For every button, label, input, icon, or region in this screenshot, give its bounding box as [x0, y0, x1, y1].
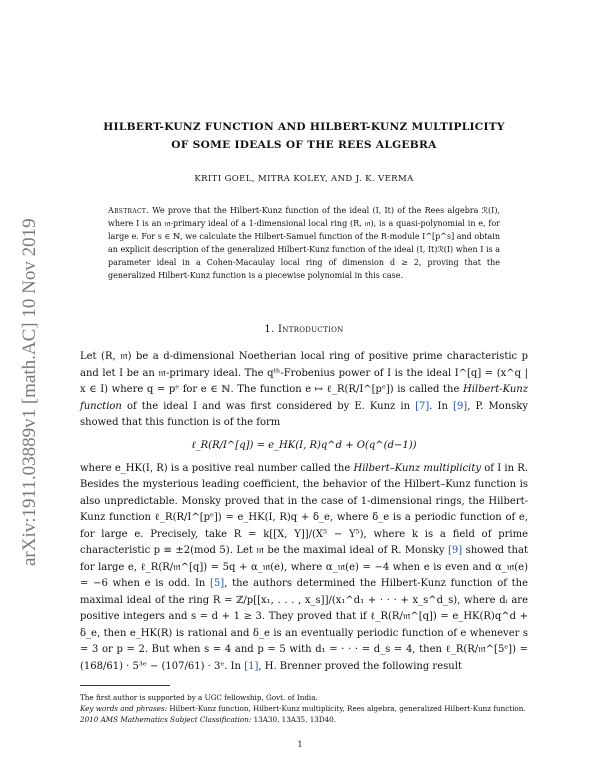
paragraph-1-text-c: . In	[429, 400, 454, 412]
section-number: 1.	[264, 324, 275, 335]
footnote-msc	[80, 714, 528, 725]
term-hilbert-kunz-multiplicity: Hilbert–Kunz multiplicity	[353, 462, 481, 474]
paragraph-2-text-c: showed that for large e, ℓ_R(R/𝔪^[q]) = 5q + α_𝔪(e), where α_𝔪(e) = −4 when e is even and α_𝔪(e) = −6 when e is odd. In	[80, 545, 528, 589]
citation-link-7[interactable]: [7]	[415, 400, 430, 412]
abstract-label: Abstract.	[108, 206, 149, 215]
section-title: Introduction	[278, 324, 344, 335]
paragraph-2	[80, 461, 528, 676]
paper-title-line-2: OF SOME IDEALS OF THE REES ALGEBRA	[171, 139, 437, 151]
footnote-funding: The first author is supported by a UGC fellowship, Govt. of India.	[80, 693, 318, 702]
paragraph-1-text-b: of the ideal I and was first considered by E. Kunz in	[121, 400, 416, 412]
citation-link-1[interactable]: [1]	[244, 660, 259, 672]
section-heading-introduction	[80, 324, 528, 335]
keywords-text: Hilbert-Kunz function, Hilbert-Kunz multiplicity, Rees algebra, generalized Hilbert-Kunz function.	[167, 704, 526, 713]
paragraph-2-text-a: where e_HK(I, R) is a positive real number called the	[80, 462, 354, 474]
paragraph-2-text-e: , H. Brenner proved the following result	[258, 660, 462, 672]
citation-link-5[interactable]: [5]	[210, 578, 225, 589]
display-equation: ℓ_R(R/I^[q]) = e_HK(I, R)q^d + O(q^(d−1))	[191, 439, 417, 451]
abstract-text: We prove that the Hilbert-Kunz function of the ideal (I, It) of the Rees algebra ℛ(I), where I is an 𝔪-primary ideal of a 1-dimensional local ring (R, 𝔪), is a quasi-polynomial in e, for large e. For s ∈ ℕ, we calculate the Hilbert-Samuel function of the R-module I^[p^s] and obtain an explicit description of the generalized Hilbert-Kunz function of the ideal (I, It)ℛ(I) when I is a parameter ideal in a Cohen-Macaulay local ring of dimension d ≥ 2, proving that the generalized Hilbert-Kunz function is a piecewise polynomial in this case.	[108, 206, 500, 280]
term-hilbert-kunz-function: Hilbert-Kunz function	[80, 384, 528, 412]
paragraph-1-text-d: , P. Monsky showed that this function is of the form	[80, 400, 528, 428]
paragraph-1-text-a: Let (R, 𝔪) be a d-dimensional Noetherian local ring of positive prime characteristic p and let I be an 𝔪-primary ideal. The qᵗʰ-Frobenius power of I is the ideal I^[q] = (x^q | x ∈ I) where q = pᵉ for e ∈ ℕ. The function e ↦ ℓ_R(R/I^[pᵉ]) is called the	[80, 351, 528, 395]
footnote-divider	[80, 685, 170, 686]
page-number: 1	[297, 740, 303, 749]
arxiv-identifier-text: arXiv:1911.03889v1 [math.AC] 10 Nov 2019	[19, 218, 40, 566]
paragraph-1	[80, 349, 528, 432]
arxiv-identifier-stamp	[8, 150, 46, 570]
paragraph-2-text-b: of I in R. Besides the mysterious leading coefficient, the behavior of the Hilbert–Kunz function is also unpredictable. Monsky proved that in the case of 1-dimensional rings, the Hilbert-Kunz function ℓ_R(R/I^[pᵉ]) = e_HK(I, R)q + δ_e, where δ_e is a periodic function of e, for large e. Precisely, take R = k[[X, Y]]/(X⁵ − Y⁵), where k is a field of prime characteristic p ≡ ±2(mod 5). Let 𝔪 be the maximal ideal of R. Monsky	[80, 462, 529, 556]
paragraph-2-text-d: , the authors determined the Hilbert-Kunz function of the maximal ideal of the ring R = ℤ/p[[x₁, . . . , x_s]]/(x₁^d₁ + · · · + x_s^d_s), where dᵢ are positive integers and s = d + 1 ≥ 3. They proved that if ℓ_R(R/𝔪^[q]) = e_HK(R)q^d + δ_e, then e_HK(R) is rational and δ_e is an eventually periodic function of e whenever s = 3 or p = 2. But when s = 4 and p = 5 with d₁ = · · · = d_s = 4, then ℓ_R(R/𝔪^[5ᵉ]) = (168/61) · 5³ᵉ − (107/61) · 3ᵉ. In	[80, 578, 528, 672]
footnote-keywords	[80, 703, 528, 714]
paper-page	[80, 118, 528, 725]
paper-title-line-1: HILBERT-KUNZ FUNCTION AND HILBERT-KUNZ MULTIPLICITY	[103, 121, 505, 133]
abstract	[108, 204, 500, 282]
citation-link-9[interactable]: [9]	[453, 400, 468, 412]
author-list: KRITI GOEL, MITRA KOLEY, AND J. K. VERMA	[194, 174, 414, 184]
msc-text: 13A30, 13A35, 13D40.	[251, 715, 337, 724]
citation-link-9b[interactable]: [9]	[447, 545, 463, 556]
keywords-label: Key words and phrases:	[80, 704, 168, 713]
msc-label: 2010 AMS Mathematics Subject Classification:	[80, 715, 252, 724]
